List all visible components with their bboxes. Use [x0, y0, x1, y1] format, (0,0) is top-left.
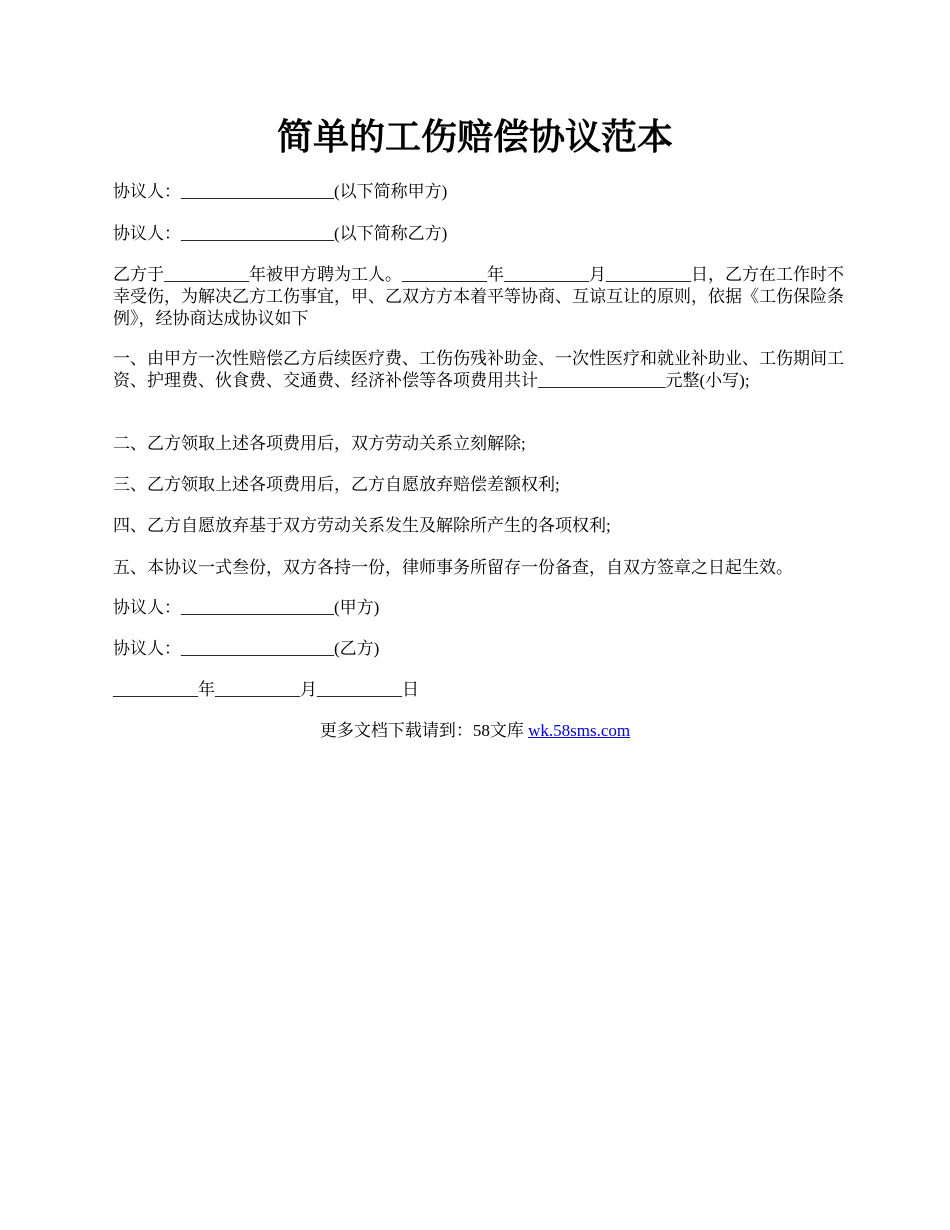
clause-2: 二、乙方领取上述各项费用后，双方劳动关系立刻解除;: [113, 434, 526, 453]
clause-4: 四、乙方自愿放弃基于双方劳动关系发生及解除所产生的各项权利;: [113, 516, 611, 535]
document-title: 简单的工伤赔偿协议范本: [276, 117, 673, 157]
clause-1: 一、由甲方一次性赔偿乙方后续医疗费、工伤伤残补助金、一次性医疗和就业补助业、工伤期间工资、护理费、伙食费、交通费、经济补偿等各项费用共计_______________元整(小写);: [113, 349, 844, 390]
intro-paragraph: 乙方于__________年被甲方聘为工人。__________年__________月__________日，乙方在工作时不幸受伤，为解决乙方工伤事宜，甲、乙双方方本着平等协商、互谅互让的原则，依据《工伤保险条例》，经协商达成协议如下: [113, 265, 844, 328]
party-a-line: 协议人：__________________(以下简称甲方): [113, 182, 448, 201]
footer-text: 更多文档下载请到：58文库: [319, 721, 529, 740]
clause-5: 五、本协议一式叁份，双方各持一份，律师事务所留存一份备查，自双方签章之日起生效。: [113, 558, 793, 577]
party-b-line: 协议人：__________________(以下简称乙方): [113, 224, 448, 243]
clause-3: 三、乙方领取上述各项费用后，乙方自愿放弃赔偿差额权利;: [113, 475, 560, 494]
signature-party-a: 协议人：__________________(甲方): [113, 598, 380, 617]
footer-link[interactable]: wk.58sms.com: [528, 721, 631, 740]
signature-party-b: 协议人：__________________(乙方): [113, 639, 380, 658]
signature-date: __________年__________月__________日: [113, 680, 419, 699]
footer: [0, 720, 950, 742]
